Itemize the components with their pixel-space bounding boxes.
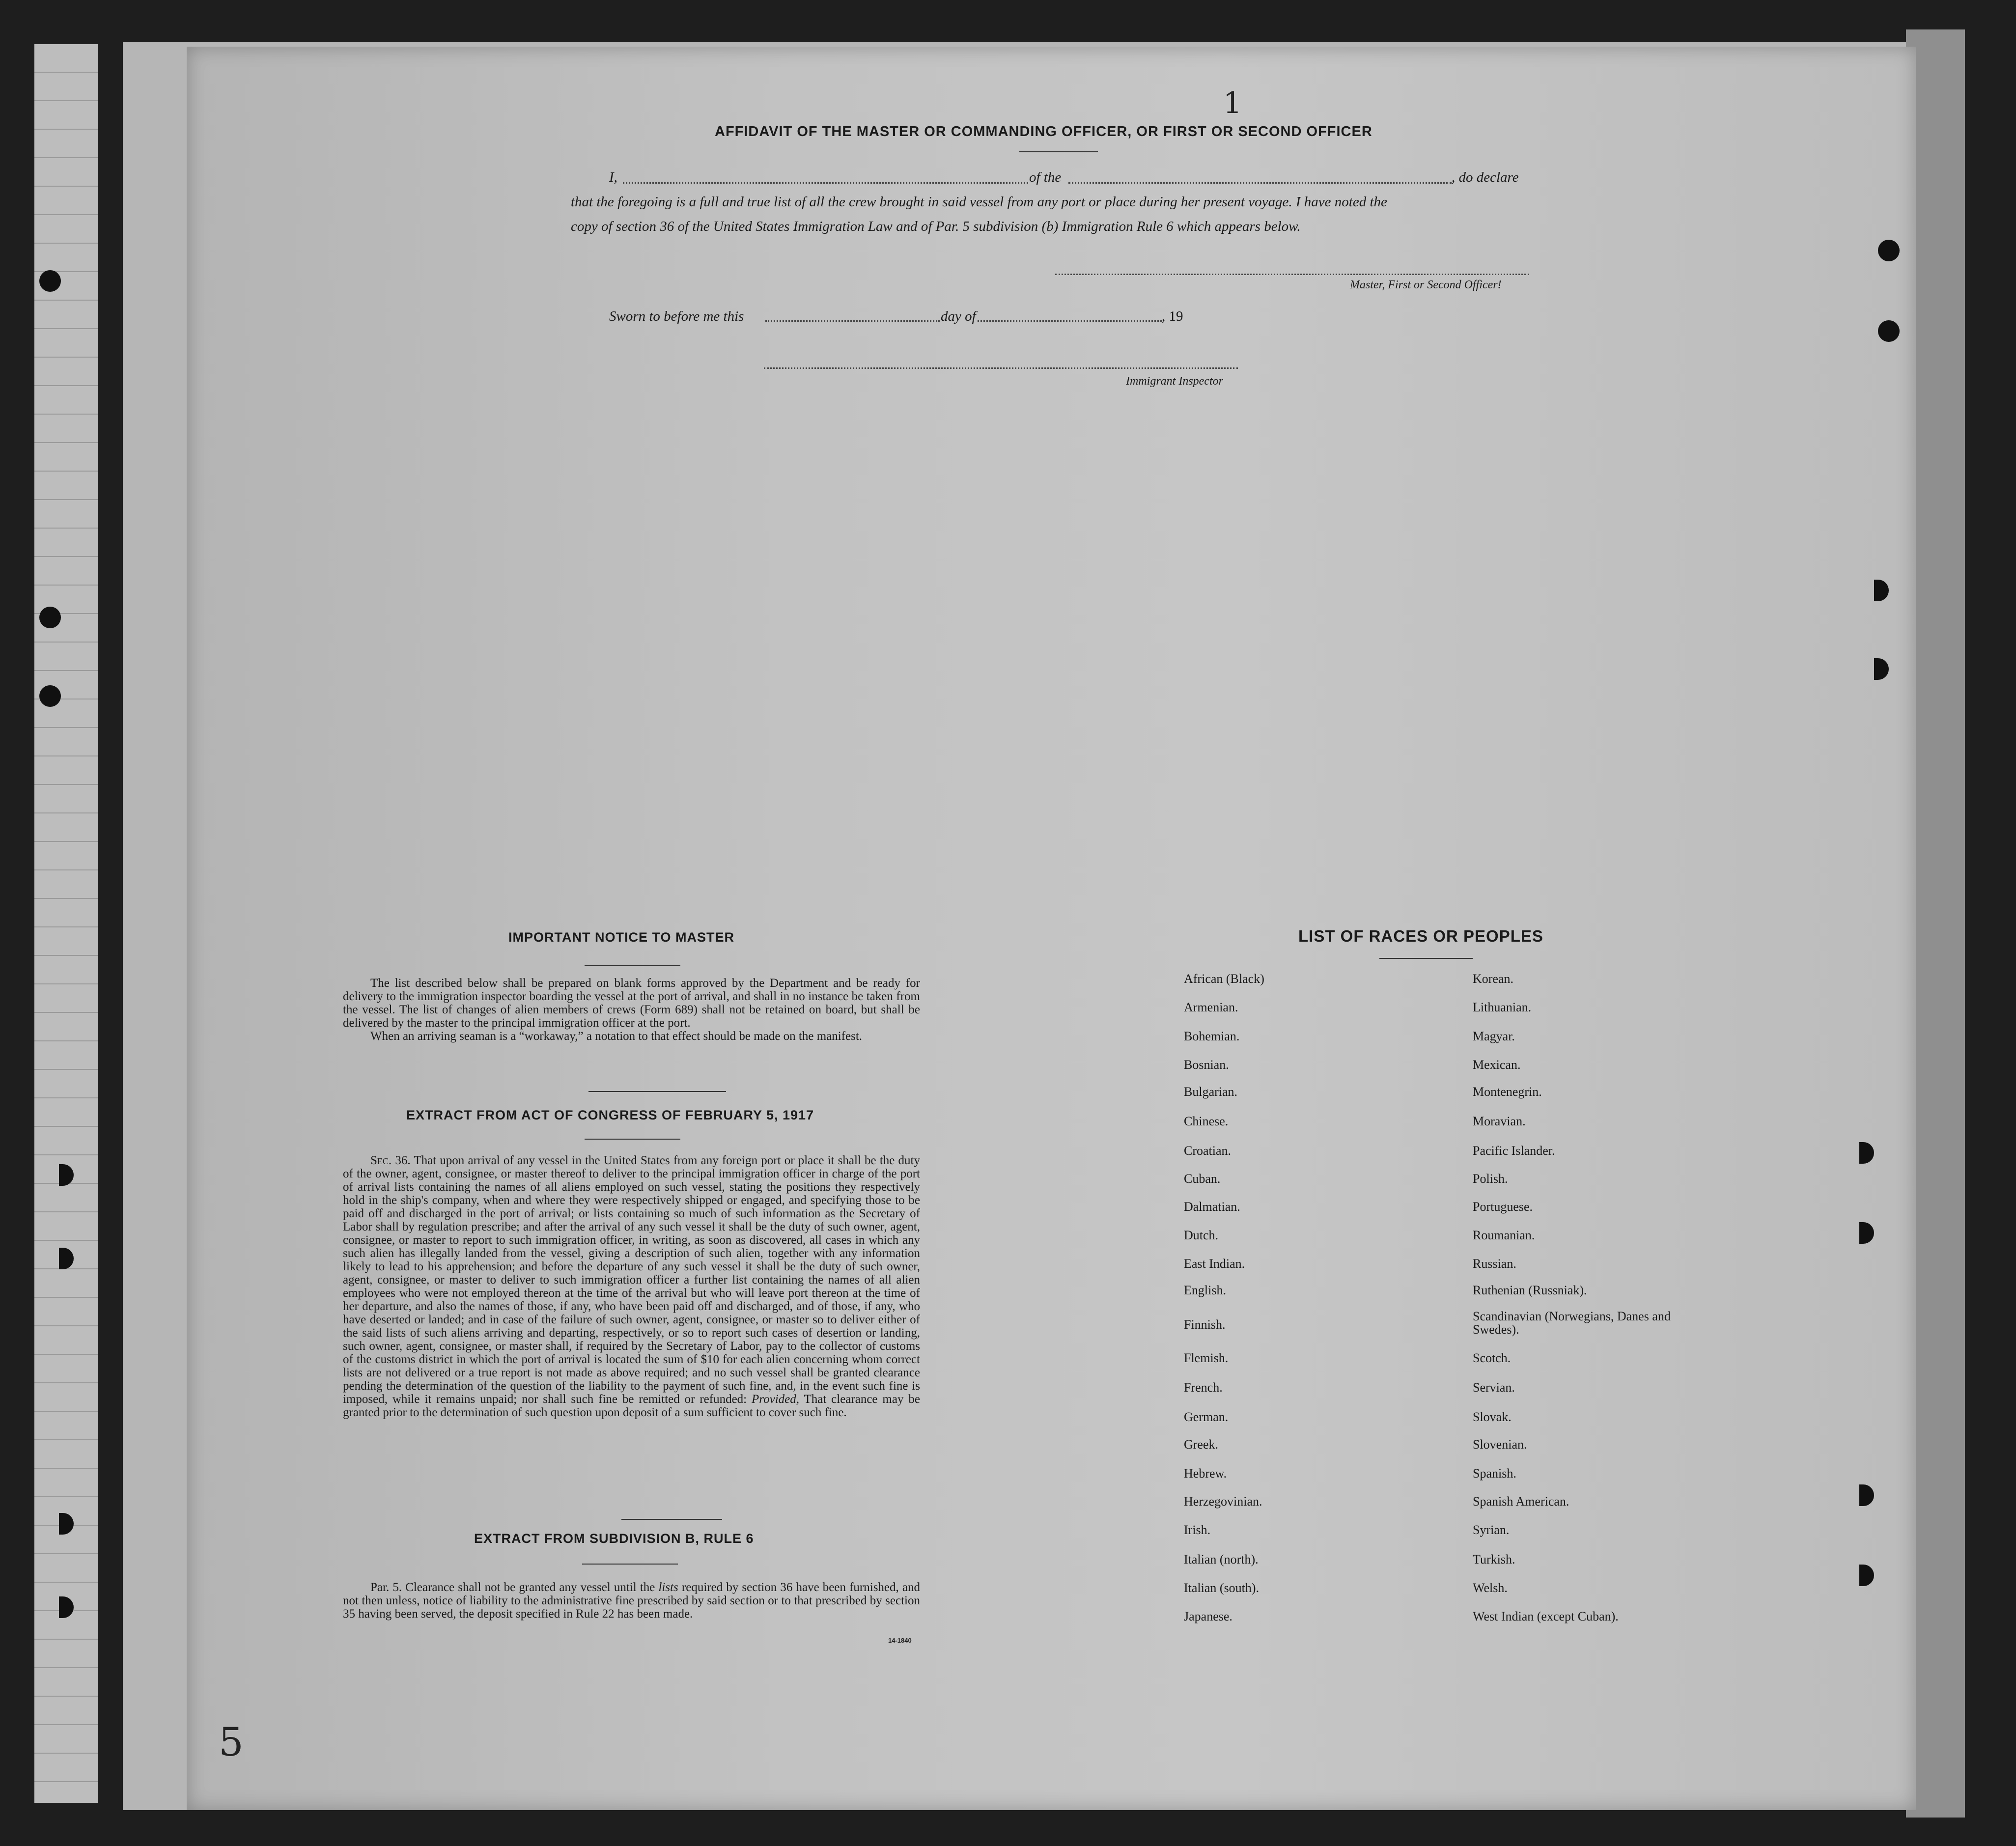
race-item: Slovak.	[1473, 1410, 1512, 1424]
extract-rule-body	[343, 1581, 920, 1621]
race-item: Bulgarian.	[1184, 1085, 1238, 1099]
handwritten-page-number: 5	[219, 1719, 244, 1765]
divider	[588, 1091, 726, 1092]
vessel-field[interactable]	[1068, 182, 1452, 184]
notice-paragraph-1: The list described below shall be prepared on blank forms approved by the Department and be ready for delivery to the immigration inspector boarding the vessel at the port of arrival, and shall in no instance be taken from the vessel. The list of changes of alien members of crews (Form 689) shall not be retained on board, but shall be delivered by the master to the principal immigration officer at the port.	[343, 977, 920, 1030]
race-item: Greek.	[1184, 1437, 1219, 1452]
race-item: Korean.	[1473, 972, 1514, 986]
section-36-text: That upon arrival of any vessel in the United States from any foreign port or place it shall be the duty of the owner, agent, consignee, or master thereof to deliver to the principal immigration officer in charge of the port of arrival lists containing the names of all aliens employed on such vessel, stating the positions they respectively hold in the ship's company, when and where they were respectively shipped or engaged, and specifying those to be paid off and discharged in the port of arrival; or lists containing so much of such information as the Secretary of Labor shall by regulation prescribe; and after the arrival of any such vessel it shall be the duty of such owner, agent, consignee, or master to report to such immigration officer, in writing, as soon as discovered, all cases in which any such alien has illegally landed from the vessel, giving a description of such alien, together with any information likely to lead to his apprehension; and before the departure of any such vessel it shall be the duty of such owner, agent, consignee, or master to deliver to such immigration officer a further list containing the names of all alien employees who were not employed thereon at the time of the arrival but who will leave port thereon at the time of her departure, and also the names of those, if any, who have been paid off and discharged, and of those, if any, who have deserted or landed; and in case of the failure of such owner, agent, consignee, or master so to deliver either of the said lists of such aliens arriving and departing, respectively, or so to report such cases of desertion or landing, such owner, agent, consignee, or master shall, if required by the Secretary of Labor, pay to the collector of customs of the customs district in which the port of arrival is located the sum of $10 for each alien concerning whom correct lists are not delivered or a true report is not made as above required; and no such vessel shall be granted clearance pending the determination of the question of the liability to the payment of such fine, and, in the event such fine is imposed, while it remains unpaid; nor shall such fine be remitted or refunded:	[343, 1154, 920, 1406]
race-item: Chinese.	[1184, 1114, 1229, 1128]
sworn-month-field[interactable]	[978, 320, 1162, 322]
race-item: Russian.	[1473, 1257, 1516, 1271]
race-item: Cuban.	[1184, 1172, 1221, 1186]
race-item: Scandinavian (Norwegians, Danes and Swedes).	[1473, 1309, 1671, 1337]
race-item: French.	[1184, 1380, 1223, 1395]
binder-hole	[1878, 240, 1900, 261]
inspector-signature-field[interactable]	[764, 367, 1238, 369]
notice-title: IMPORTANT NOTICE TO MASTER	[508, 930, 734, 945]
race-item: Welsh.	[1473, 1581, 1508, 1595]
race-item: Magyar.	[1473, 1029, 1515, 1043]
race-item: Japanese.	[1184, 1609, 1232, 1623]
par5-end: required by section 36 have been furnished, and not then unless, notice of liability to the administrative fine prescribed by said section or to that prescribed by section 35 having been served, the deposit specified in Rule 22 has been made.	[343, 1581, 920, 1621]
sworn-end: , 19	[1162, 308, 1183, 324]
form-page	[187, 47, 1916, 1810]
race-item: Herzegovinian.	[1184, 1494, 1262, 1509]
form-number: 14-1840	[888, 1637, 912, 1644]
race-item: Spanish.	[1473, 1466, 1516, 1481]
race-item: Italian (north).	[1184, 1552, 1259, 1566]
divider	[585, 965, 680, 966]
affidavit-line1-start: I,	[609, 169, 617, 185]
extract-act-body	[343, 1154, 920, 1419]
race-item: Servian.	[1473, 1380, 1515, 1395]
race-item: Scotch.	[1473, 1351, 1511, 1365]
race-item: Slovenian.	[1473, 1437, 1527, 1452]
binder-hole	[39, 607, 61, 628]
race-item: Roumanian.	[1473, 1228, 1535, 1242]
race-item: Moravian.	[1473, 1114, 1526, 1128]
section-label: Sec. 36.	[370, 1154, 411, 1167]
race-item: German.	[1184, 1410, 1229, 1424]
extract-act-title: EXTRACT FROM ACT OF CONGRESS OF FEBRUARY 5, 1917	[406, 1108, 814, 1122]
divider	[585, 1139, 680, 1140]
race-item: Armenian.	[1184, 1000, 1238, 1014]
race-item: Bohemian.	[1184, 1029, 1240, 1043]
extract-rule-title: EXTRACT FROM SUBDIVISION B, RULE 6	[474, 1531, 754, 1546]
lists-word: lists	[658, 1581, 678, 1594]
name-field[interactable]	[623, 182, 1028, 184]
race-item: Bosnian.	[1184, 1058, 1229, 1072]
race-item: Flemish.	[1184, 1351, 1229, 1365]
sworn-mid: day of	[941, 308, 976, 324]
race-item: Spanish American.	[1473, 1494, 1569, 1509]
affidavit-line1-end: , do declare	[1452, 169, 1519, 185]
race-item: Polish.	[1473, 1172, 1508, 1186]
race-item: Hebrew.	[1184, 1466, 1227, 1481]
sworn-day-field[interactable]	[765, 320, 940, 322]
inspector-label: Immigrant Inspector	[1126, 375, 1223, 388]
race-item: Portuguese.	[1473, 1200, 1533, 1214]
divider	[621, 1519, 722, 1520]
race-item: Montenegrin.	[1473, 1085, 1542, 1099]
section-36-end: That clearance may be granted prior to the determination of such question upon deposit of a sum sufficient to cover such fine.	[343, 1393, 920, 1419]
officer-signature-field[interactable]	[1055, 274, 1529, 275]
race-item: Turkish.	[1473, 1552, 1515, 1566]
sworn-start: Sworn to before me this	[609, 308, 744, 324]
provided-label: Provided,	[752, 1393, 799, 1406]
binder-hole	[1878, 320, 1900, 342]
race-item: East Indian.	[1184, 1257, 1245, 1271]
handwritten-mark: 1	[1223, 86, 1242, 120]
divider	[1019, 151, 1098, 152]
race-item: Pacific Islander.	[1473, 1144, 1555, 1158]
race-item: Finnish.	[1184, 1317, 1226, 1332]
race-item: Mexican.	[1473, 1058, 1521, 1072]
race-item: African (Black)	[1184, 972, 1264, 986]
affidavit-title: AFFIDAVIT OF THE MASTER OR COMMANDING OFFICER, OR FIRST OR SECOND OFFICER	[715, 124, 1372, 140]
divider	[1379, 958, 1473, 959]
affidavit-line1-mid: of the	[1029, 169, 1062, 185]
race-item: English.	[1184, 1283, 1226, 1297]
divider	[582, 1564, 678, 1565]
binder-hole	[39, 685, 61, 707]
notice-body	[343, 977, 920, 1043]
signature-label: Master, First or Second Officer!	[1350, 279, 1502, 291]
race-item: Irish.	[1184, 1523, 1211, 1537]
race-item: Lithuanian.	[1473, 1000, 1532, 1014]
affidavit-line2: that the foregoing is a full and true list of all the crew brought in said vessel from any port or place during her present voyage. I have noted the	[571, 194, 1387, 210]
races-title: LIST OF RACES OR PEOPLES	[1298, 927, 1543, 945]
race-item: West Indian (except Cuban).	[1473, 1609, 1619, 1623]
affidavit-line3: copy of section 36 of the United States Immigration Law and of Par. 5 subdivision (b) Immigration Rule 6 which appears below.	[571, 219, 1301, 234]
race-item: Syrian.	[1473, 1523, 1510, 1537]
race-item: Italian (south).	[1184, 1581, 1260, 1595]
notice-paragraph-2: When an arriving seaman is a “workaway,” a notation to that effect should be made on the manifest.	[370, 1030, 863, 1043]
par5-start: Par. 5. Clearance shall not be granted any vessel until the	[370, 1581, 655, 1594]
race-item: Dutch.	[1184, 1228, 1219, 1242]
race-item: Croatian.	[1184, 1144, 1232, 1158]
binder-hole	[39, 270, 61, 292]
race-item: Dalmatian.	[1184, 1200, 1240, 1214]
underlying-ledger-sheet	[34, 44, 98, 1803]
race-item: Ruthenian (Russniak).	[1473, 1283, 1587, 1297]
